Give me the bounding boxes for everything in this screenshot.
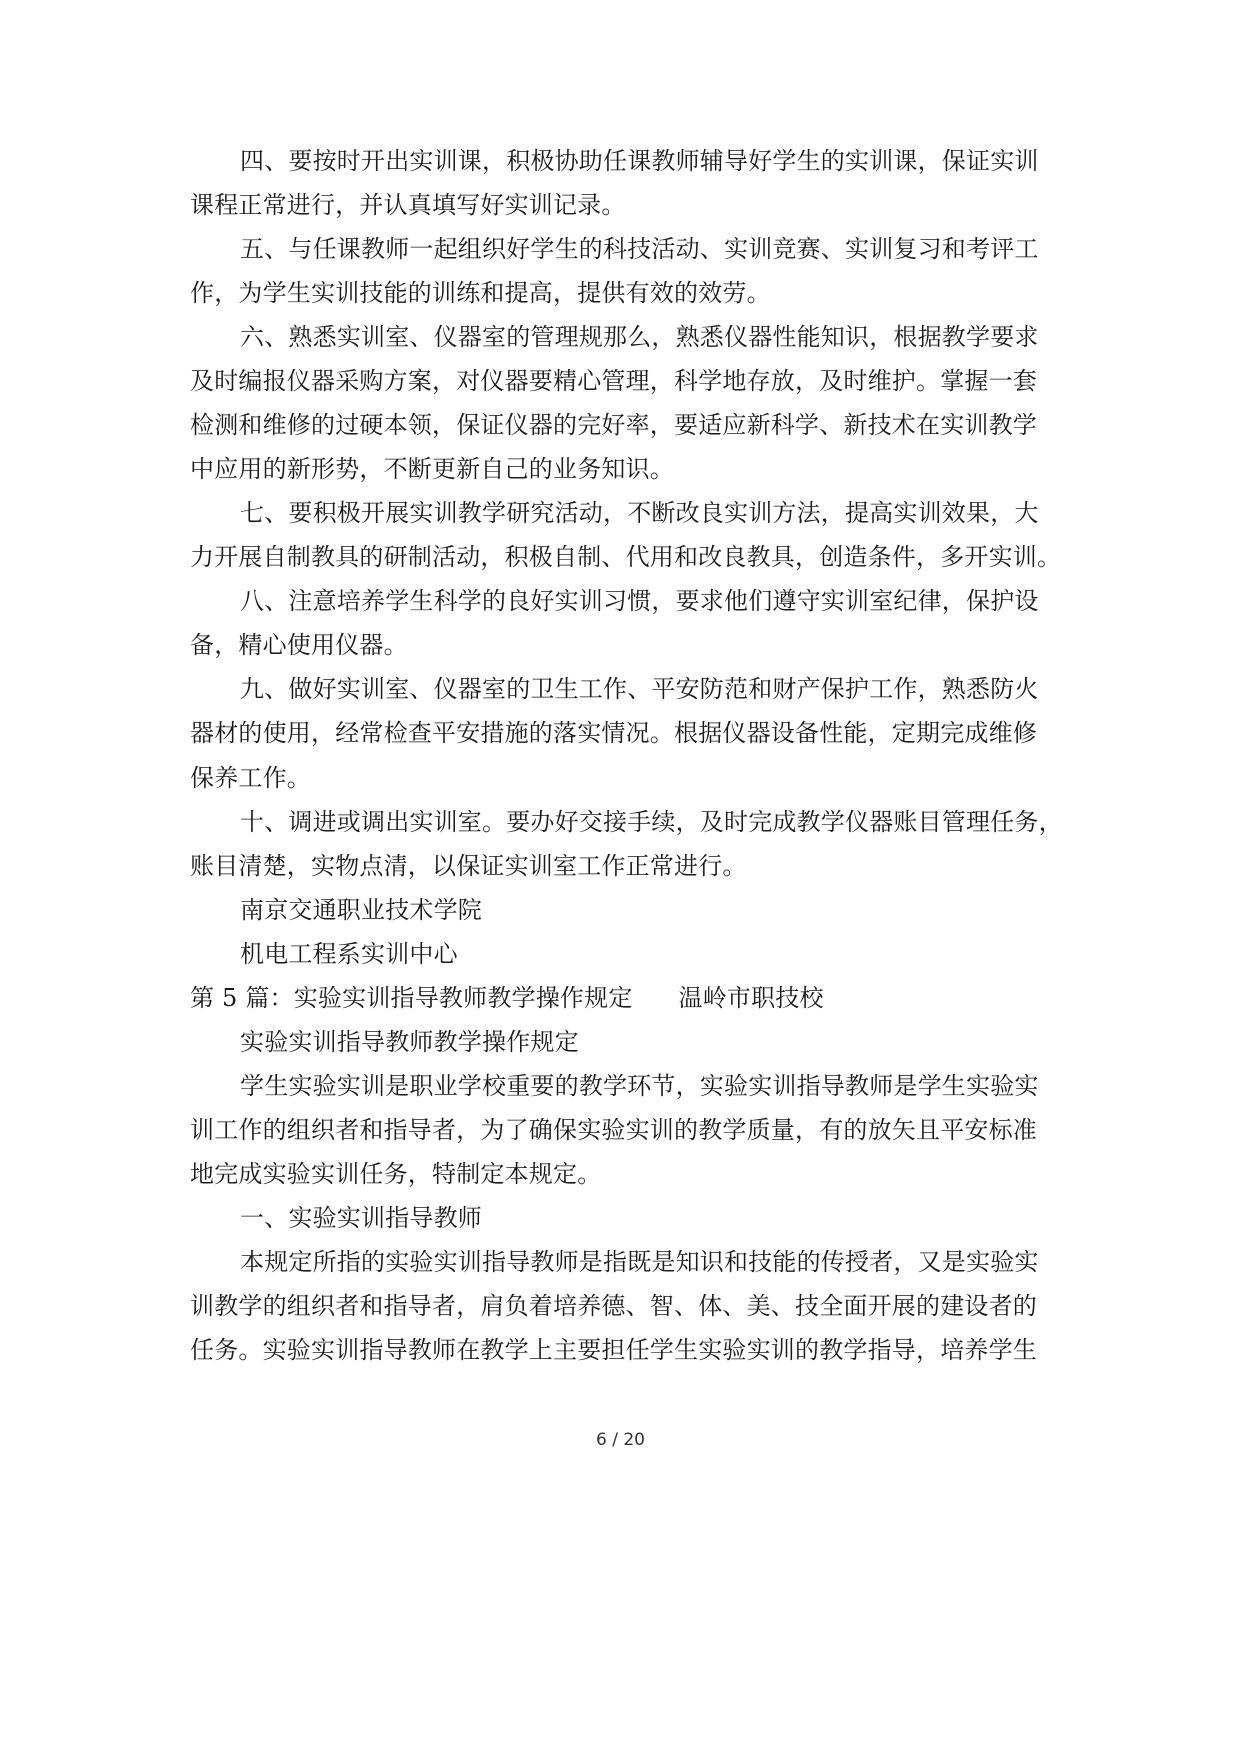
paragraph-line: 中应用的新形势，不断更新自己的业务知识。 bbox=[190, 455, 674, 483]
paragraph-line: 训工作的组织者和指导者，为了确保实验实训的教学质量，有的放矢且平安标准 bbox=[190, 1116, 1037, 1144]
paragraph-line: 课程正常进行，并认真填写好实训记录。 bbox=[190, 191, 626, 219]
paragraph-line: 账目清楚，实物点清，以保证实训室工作正常进行。 bbox=[190, 852, 747, 880]
paragraph-line: 六、熟悉实训室、仪器室的管理规那么，熟悉仪器性能知识，根据教学要求 bbox=[240, 323, 1039, 351]
paragraph-line: 四、要按时开出实训课，积极协助任课教师辅导好学生的实训课，保证实训 bbox=[240, 147, 1039, 175]
signature-department: 机电工程系实训中心 bbox=[240, 940, 458, 968]
paragraph-line: 及时编报仪器采购方案，对仪器要精心管理，科学地存放，及时维护。掌握一套 bbox=[190, 367, 1037, 395]
paragraph-line: 训教学的组织者和指导者，肩负着培养德、智、体、美、技全面开展的建设者的 bbox=[190, 1292, 1037, 1320]
paragraph-line: 八、注意培养学生科学的良好实训习惯，要求他们遵守实训室纪律，保护设 bbox=[240, 587, 1039, 615]
paragraph-line: 五、与任课教师一起组织好学生的科技活动、实训竞赛、实训复习和考评工 bbox=[240, 235, 1039, 263]
page-number: 6 / 20 bbox=[596, 1430, 645, 1450]
paragraph-line: 保养工作。 bbox=[190, 764, 311, 792]
paragraph-line: 任务。实验实训指导教师在教学上主要担任学生实验实训的教学指导，培养学生 bbox=[190, 1336, 1037, 1364]
signature-institution: 南京交通职业技术学院 bbox=[240, 896, 482, 924]
paragraph-line: 力开展自制教具的研制活动，积极自制、代用和改良教具，创造条件，多开实训。 bbox=[190, 543, 1062, 571]
paragraph-line: 作，为学生实训技能的训练和提高，提供有效的效劳。 bbox=[190, 279, 771, 307]
paragraph-line: 器材的使用，经常检查平安措施的落实情况。根据仪器设备性能，定期完成维修 bbox=[190, 719, 1037, 747]
section-heading-title: 第 5 篇：实验实训指导教师教学操作规定 bbox=[190, 984, 633, 1012]
paragraph-line: 地完成实验实训任务，特制定本规定。 bbox=[190, 1160, 602, 1188]
paragraph-line: 九、做好实训室、仪器室的卫生工作、平安防范和财产保护工作，熟悉防火 bbox=[240, 675, 1039, 703]
paragraph-line: 十、调进或调出实训室。要办好交接手续，及时完成教学仪器账目管理任务， bbox=[240, 808, 1063, 836]
section-heading-school: 温岭市职技校 bbox=[678, 984, 824, 1012]
subsection-heading: 一、实验实训指导教师 bbox=[240, 1204, 482, 1232]
paragraph-line: 备，精心使用仪器。 bbox=[190, 631, 408, 659]
paragraph-line: 检测和维修的过硬本领，保证仪器的完好率，要适应新科学、新技术在实训教学 bbox=[190, 411, 1037, 439]
paragraph-line: 七、要积极开展实训教学研究活动，不断改良实训方法，提高实训效果，大 bbox=[240, 499, 1039, 527]
section-heading bbox=[190, 983, 824, 1013]
paragraph-line: 本规定所指的实验实训指导教师是指既是知识和技能的传授者，又是实验实 bbox=[240, 1248, 1039, 1276]
paragraph-line: 学生实验实训是职业学校重要的教学环节，实验实训指导教师是学生实验实 bbox=[240, 1072, 1039, 1100]
document-title: 实验实训指导教师教学操作规定 bbox=[240, 1028, 579, 1056]
